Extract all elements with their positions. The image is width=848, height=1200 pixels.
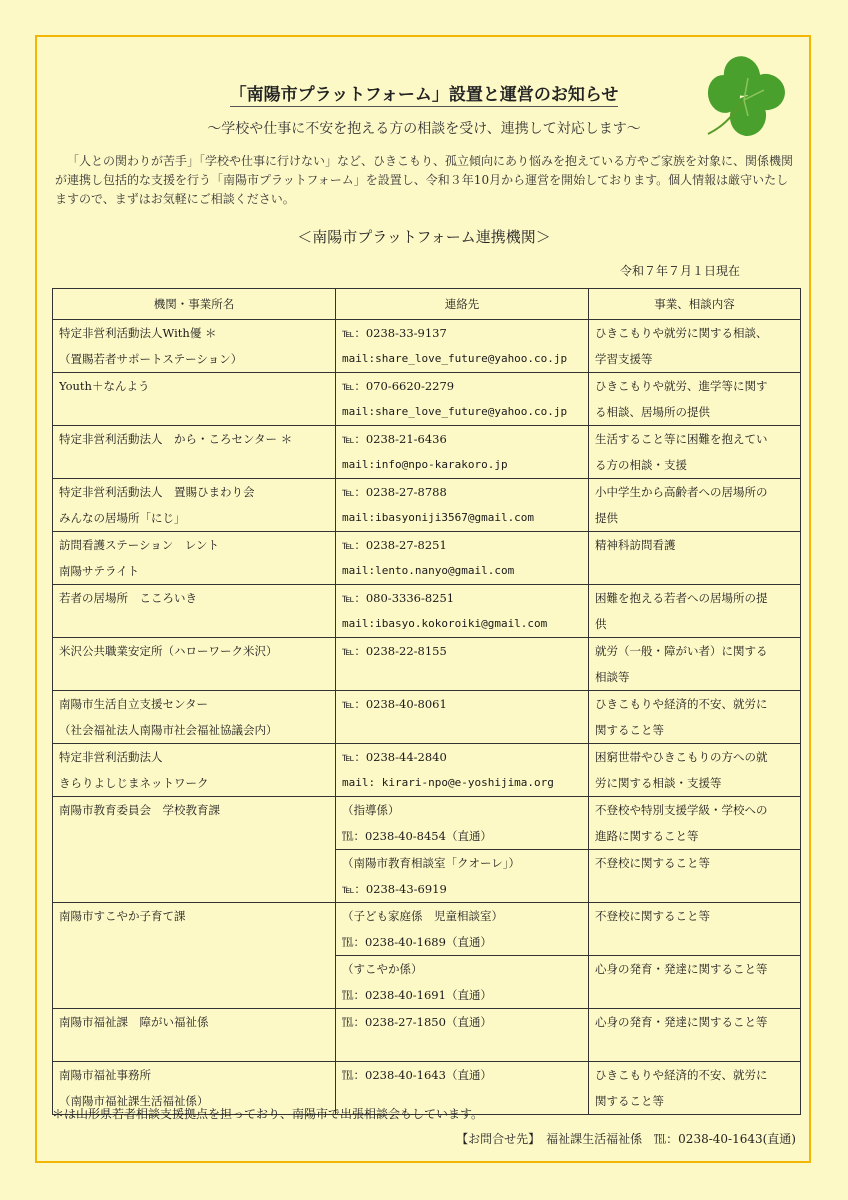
contact-cell-line: ℡：0238-27-1850（直通）	[342, 1015, 492, 1029]
contact-cell-line: ℡：0238-40-1689（直通）	[342, 935, 492, 949]
org-cell-line	[59, 664, 329, 690]
org-cell-line: 南陽市福祉事務所	[59, 1068, 151, 1082]
org-cell-line: 南陽市すこやか子育て課	[59, 909, 186, 923]
service-cell	[589, 532, 801, 585]
contact-cell-line: ℡：0238-21-6436	[342, 432, 447, 446]
table-title: ＜南陽市プラットフォーム連携機関＞	[297, 228, 551, 246]
table-row	[53, 744, 801, 797]
contact-footer: 【お問合せ先】 福祉課生活福祉係 ℡：0238-40-1643(直通)	[456, 1132, 796, 1146]
contact-cell-line: ℡：0238-27-8251	[342, 538, 447, 552]
org-cell-line: 特定非営利活動法人	[59, 750, 163, 764]
service-cell-line: 関すること等	[595, 1094, 664, 1108]
service-cell-line: 相談等	[595, 670, 630, 684]
service-cell	[589, 1009, 801, 1062]
service-cell	[589, 850, 801, 903]
service-cell	[589, 797, 801, 850]
org-cell-line: 特定非営利活動法人 から・ころセンター ＊	[59, 432, 293, 446]
service-cell-line: 提供	[595, 511, 618, 525]
contact-cell-line: ℡：0238-43-6919	[342, 882, 447, 896]
table-row	[53, 691, 801, 744]
contact-cell	[336, 744, 589, 797]
service-cell	[589, 585, 801, 638]
service-cell	[589, 479, 801, 532]
contact-cell	[336, 320, 589, 373]
header-org: 機関・事業所名	[53, 289, 336, 320]
service-cell-line: 不登校や特別支援学級・学校への	[595, 803, 768, 817]
service-cell-line	[595, 1035, 794, 1061]
org-cell	[53, 1009, 336, 1062]
org-cell-line: （置賜若者サポートステーション）	[59, 352, 243, 366]
org-cell	[53, 638, 336, 691]
contact-cell-line: （南陽市教育相談室「クオーレ」）	[342, 856, 521, 870]
contact-cell-line: mail:share_love_future@yahoo.co.jp	[342, 352, 568, 365]
service-cell-line: る相談、居場所の提供	[595, 405, 710, 419]
service-cell	[589, 320, 801, 373]
org-cell-line: 特定非営利活動法人 置賜ひまわり会	[59, 485, 255, 499]
org-cell-line	[59, 611, 329, 637]
contact-cell	[336, 585, 589, 638]
contact-cell-line	[342, 664, 582, 690]
service-cell	[589, 691, 801, 744]
contact-cell-line: mail:ibasyoniji3567@gmail.com	[342, 511, 535, 524]
contact-cell	[336, 638, 589, 691]
service-cell	[589, 638, 801, 691]
contact-cell-line: （すこやか係）	[342, 962, 423, 976]
contact-cell-line: ℡：0238-40-8061	[342, 697, 447, 711]
contact-cell	[336, 691, 589, 744]
contact-cell-line: ℡：080-3336-8251	[342, 591, 455, 605]
service-cell	[589, 744, 801, 797]
contact-cell-line: （子ども家庭係 児童相談室）	[342, 909, 503, 923]
org-cell-line: 南陽サテライト	[59, 564, 140, 578]
service-cell-line: 就労（一般・障がい者）に関する	[595, 644, 768, 658]
service-cell-line: 心身の発育・発達に関すること等	[595, 1015, 768, 1029]
contact-cell	[336, 797, 589, 850]
header-contact: 連絡先	[336, 289, 589, 320]
service-cell-line: 精神科訪問看護	[595, 538, 676, 552]
contact-cell	[336, 850, 589, 903]
org-cell-line: きらりよしじまネットワーク	[59, 776, 209, 790]
contact-cell	[336, 1009, 589, 1062]
contact-cell-line: ℡：0238-40-8454（直通）	[342, 829, 492, 843]
contact-cell-line: mail:share_love_future@yahoo.co.jp	[342, 405, 568, 418]
service-cell-line: 不登校に関すること等	[595, 856, 710, 870]
org-cell-line: （社会福祉法人南陽市社会福祉協議会内）	[59, 723, 278, 737]
table-row	[53, 320, 801, 373]
table-row	[53, 426, 801, 479]
service-cell-line: ひきこもりや経済的不安、就労に	[595, 1068, 768, 1082]
org-cell	[53, 479, 336, 532]
service-cell-line	[595, 929, 794, 955]
contact-cell-line: ℡：0238-40-1643（直通）	[342, 1068, 492, 1082]
service-cell-line: ひきこもりや就労に関する相談、	[595, 326, 768, 340]
contact-cell-line: ℡：0238-40-1691（直通）	[342, 988, 492, 1002]
org-cell-line: 南陽市教育委員会 学校教育課	[59, 803, 220, 817]
service-cell-line: 小中学生から高齢者への居場所の	[595, 485, 768, 499]
service-cell-line: 困難を抱える若者への居場所の提	[595, 591, 768, 605]
contact-cell	[336, 532, 589, 585]
service-cell-line: 困窮世帯やひきこもりの方への就	[595, 750, 768, 764]
contact-cell-line: ℡：070-6620-2279	[342, 379, 455, 393]
footnote: ＊は山形県若者相談支援拠点を担っており、南陽市で出張相談会もしています。	[52, 1107, 484, 1121]
contact-cell	[336, 479, 589, 532]
service-cell-line: 生活すること等に困難を抱えてい	[595, 432, 768, 446]
contact-cell-line	[342, 1035, 582, 1061]
service-cell	[589, 903, 801, 956]
contact-cell-line: ℡：0238-44-2840	[342, 750, 447, 764]
contact-cell-line: （指導係）	[342, 803, 400, 817]
table-row	[53, 1009, 801, 1062]
contact-cell-line: mail: kirari-npo@e-yoshijima.org	[342, 776, 554, 789]
table-row	[53, 638, 801, 691]
org-cell	[53, 585, 336, 638]
org-cell-line	[59, 452, 329, 478]
contact-cell-line: mail:lento.nanyo@gmail.com	[342, 564, 515, 577]
org-cell	[53, 320, 336, 373]
contact-cell-line: ℡：0238-33-9137	[342, 326, 447, 340]
org-cell-line: みんなの居場所「にじ」	[59, 511, 186, 525]
table-row	[53, 903, 801, 956]
contact-cell	[336, 373, 589, 426]
contact-cell	[336, 426, 589, 479]
partner-table	[52, 288, 801, 1115]
contact-cell	[336, 956, 589, 1009]
service-cell-line: ひきこもりや経済的不安、就労に	[595, 697, 768, 711]
table-row	[53, 797, 801, 850]
org-cell-line: 若者の居場所 こころいき	[59, 591, 197, 605]
service-cell-line: 関すること等	[595, 723, 664, 737]
org-cell-line: 南陽市福祉課 障がい福祉係	[59, 1015, 209, 1029]
service-cell	[589, 373, 801, 426]
table-header-row	[53, 289, 801, 320]
contact-cell-line: ℡：0238-22-8155	[342, 644, 447, 658]
service-cell-line: 進路に関すること等	[595, 829, 699, 843]
table-row	[53, 373, 801, 426]
org-cell-line: （南陽市福祉課生活福祉係）	[59, 1094, 209, 1108]
service-cell-line: 労に関する相談・支援等	[595, 776, 722, 790]
org-cell	[53, 903, 336, 1009]
org-cell-line: 米沢公共職業安定所（ハローワーク米沢）	[59, 644, 278, 658]
service-cell-line: ひきこもりや就労、進学等に関す	[595, 379, 768, 393]
contact-cell-line: ℡：0238-27-8788	[342, 485, 447, 499]
contact-cell-line	[342, 717, 582, 743]
org-cell-line	[59, 399, 329, 425]
org-cell-line	[59, 1035, 329, 1061]
service-cell-line	[595, 876, 794, 902]
table-row	[53, 532, 801, 585]
org-cell	[53, 744, 336, 797]
org-cell	[53, 691, 336, 744]
contact-cell	[336, 903, 589, 956]
table-row	[53, 479, 801, 532]
service-cell-line: る方の相談・支援	[595, 458, 687, 472]
header-service: 事業、相談内容	[589, 289, 801, 320]
org-cell-line: 特定非営利活動法人With優 ＊	[59, 326, 217, 340]
service-cell-line	[595, 558, 794, 584]
org-cell	[53, 426, 336, 479]
service-cell-line: 不登校に関すること等	[595, 909, 710, 923]
service-cell-line: 心身の発育・発達に関すること等	[595, 962, 768, 976]
org-cell-line: Youth＋なんよう	[59, 379, 150, 393]
service-cell-line: 供	[595, 617, 607, 631]
org-cell	[53, 532, 336, 585]
table-row	[53, 585, 801, 638]
org-cell-line: 南陽市生活自立支援センター	[59, 697, 209, 711]
org-cell-line: 訪問看護ステーション レント	[59, 538, 220, 552]
page-subtitle: ～学校や仕事に不安を抱える方の相談を受け、連携して対応します～	[207, 121, 641, 137]
contact-cell-line: mail:info@npo-karakoro.jp	[342, 458, 508, 471]
service-cell-line	[595, 982, 794, 1008]
service-cell	[589, 426, 801, 479]
service-cell	[589, 956, 801, 1009]
contact-cell-line: mail:ibasyo.kokoroiki@gmail.com	[342, 617, 548, 630]
intro-paragraph: 「人との関わりが苦手」「学校や仕事に行けない」など、ひきこもり、孤立傾向にあり悩みを抱えている方やご家族を対象に、関係機関が連携し包括的な支援を行う「南陽市プラットフォーム」を設置し、令和３年10月から運営を開始しております。個人情報は厳守いたしますので、まずはお気軽にご相談ください。	[55, 154, 794, 206]
service-cell	[589, 1062, 801, 1115]
service-cell-line: 学習支援等	[595, 352, 653, 366]
page-title: 「南陽市プラットフォーム」設置と運営のお知らせ	[229, 85, 619, 105]
org-cell	[53, 797, 336, 903]
org-cell	[53, 373, 336, 426]
as-of-date: 令和７年７月１日現在	[620, 264, 741, 278]
